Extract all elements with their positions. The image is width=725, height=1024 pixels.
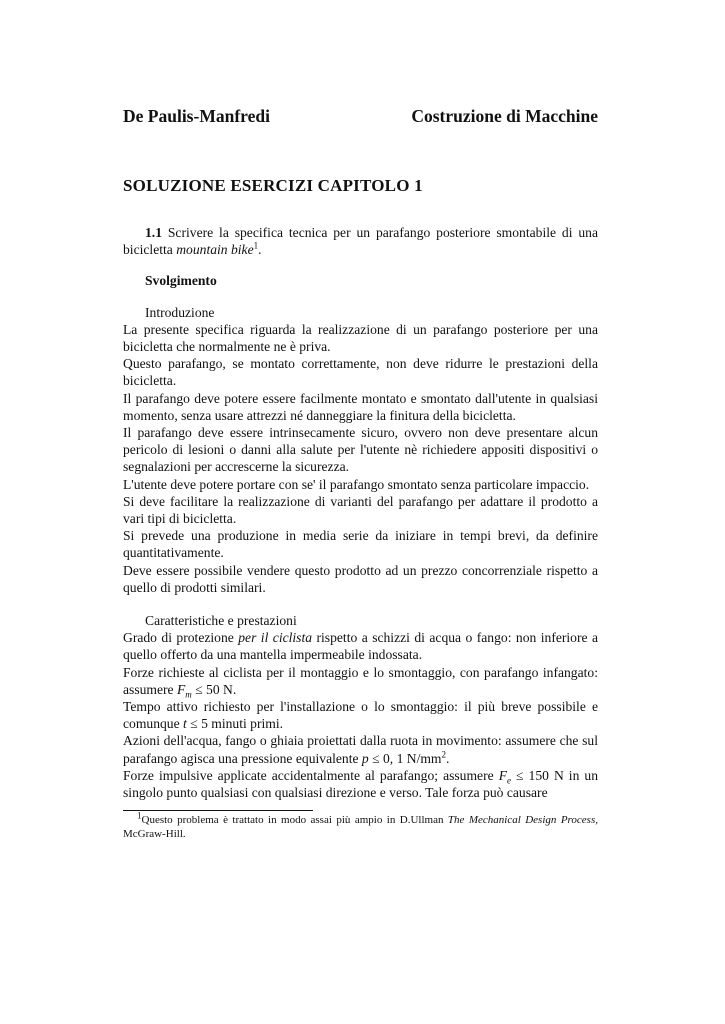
- header-authors: De Paulis-Manfredi: [123, 106, 270, 126]
- footnote-text: Questo problema è trattato in modo assai più ampio in D.Ullman: [141, 814, 448, 826]
- intro-paragraph: L'utente deve potere portare con se' il parafango smontato senza particolare impaccio.: [123, 476, 590, 492]
- header-course: Costruzione di Macchine: [411, 106, 598, 126]
- spec-paragraph: Grado di protezione per il ciclista rispetto a schizzi di acqua o fango: non inferiore a quello offerto da una mantella impermeabile indossata.: [123, 630, 599, 663]
- intro-paragraph: Si deve facilitare la realizzazione di varianti del parafango per adattare il prodotto a vari tipi di bicicletta.: [123, 493, 598, 527]
- footnote-divider: [123, 810, 313, 811]
- running-header: [123, 106, 598, 127]
- footnote-number: 1: [137, 810, 142, 821]
- spec-paragraph: Azioni dell'acqua, fango o ghiaia proiettati dalla ruota in movimento: assumere che sul parafango agisca una pressione equivalente p ≤ 0, 1 $N/mm^2$.: [123, 733, 598, 766]
- section-caratteristiche: Caratteristiche e prestazioni: [145, 613, 297, 629]
- exercise-text: Scrivere la specifica tecnica per un parafango posteriore smontabile di una bicicletta: [123, 225, 598, 258]
- spec-paragraph: Tempo attivo richiesto per l'installazione o lo smontaggio: il più breve possibile e comunque t ≤ 5 minuti primi.: [123, 699, 598, 732]
- section-svolgimento: Svolgimento: [145, 273, 217, 289]
- body-text: [123, 224, 598, 801]
- chapter-title: SOLUZIONE ESERCIZI CAPITOLO 1: [123, 176, 423, 195]
- spec-paragraph: Forze impulsive applicate accidentalmente al parafango; assumere $F_e \le 150$ N in un singolo punto qualsiasi con qualsiasi direzione e verso. Tale forza può causare: [123, 767, 599, 801]
- intro-paragraph: Si prevede una produzione in media serie da iniziare in tempi brevi, da definire quantitativamente.: [123, 528, 598, 561]
- exercise-number: 1.1: [145, 225, 162, 240]
- intro-paragraph: Il parafango deve potere essere facilmente montato e smontato dall'utente in qualsiasi momento, senza usare attrezzi né danneggiare la finitura della bicicletta.: [123, 390, 598, 423]
- intro-paragraph: Deve essere possibile vendere questo prodotto ad un prezzo concorrenziale rispetto a quello di prodotti similari.: [123, 562, 598, 595]
- section-introduzione: Introduzione: [145, 304, 215, 320]
- footnote-mark: 1: [253, 240, 259, 251]
- footnote: $^1$Questo problema è trattato in modo assai più ampio in D.Ullman The Mechanical Design Process, McGraw-Hill.: [123, 810, 598, 840]
- exercise-statement: 1.1 Scrivere la specifica tecnica per un parafango posteriore smontabile di una bicicletta mountain bike$^1$.: [123, 225, 598, 258]
- spec-paragraph: Forze richieste al ciclista per il montaggio e lo smontaggio, con parafango infangato: assumere $F_m \le 50$ N.: [123, 664, 598, 700]
- footnote-book-title: The Mechanical Design Process,: [447, 814, 598, 826]
- exercise-italic-term: mountain bike: [176, 242, 254, 258]
- intro-paragraph: Il parafango deve essere intrinsecamente sicuro, ovvero non deve presentare alcun pericolo di lesioni o danni alla salute per l'utente nè richiedere appositi dispositivi o segnalazioni per accrescerne la sicurezza.: [123, 425, 598, 475]
- intro-paragraph: La presente specifica riguarda la realizzazione di un parafango posteriore per una bicicletta che normalmente ne è priva.: [123, 321, 598, 355]
- intro-paragraph: Questo parafango, se montato correttamente, non deve ridurre le prestazioni della bicicletta.: [123, 356, 598, 389]
